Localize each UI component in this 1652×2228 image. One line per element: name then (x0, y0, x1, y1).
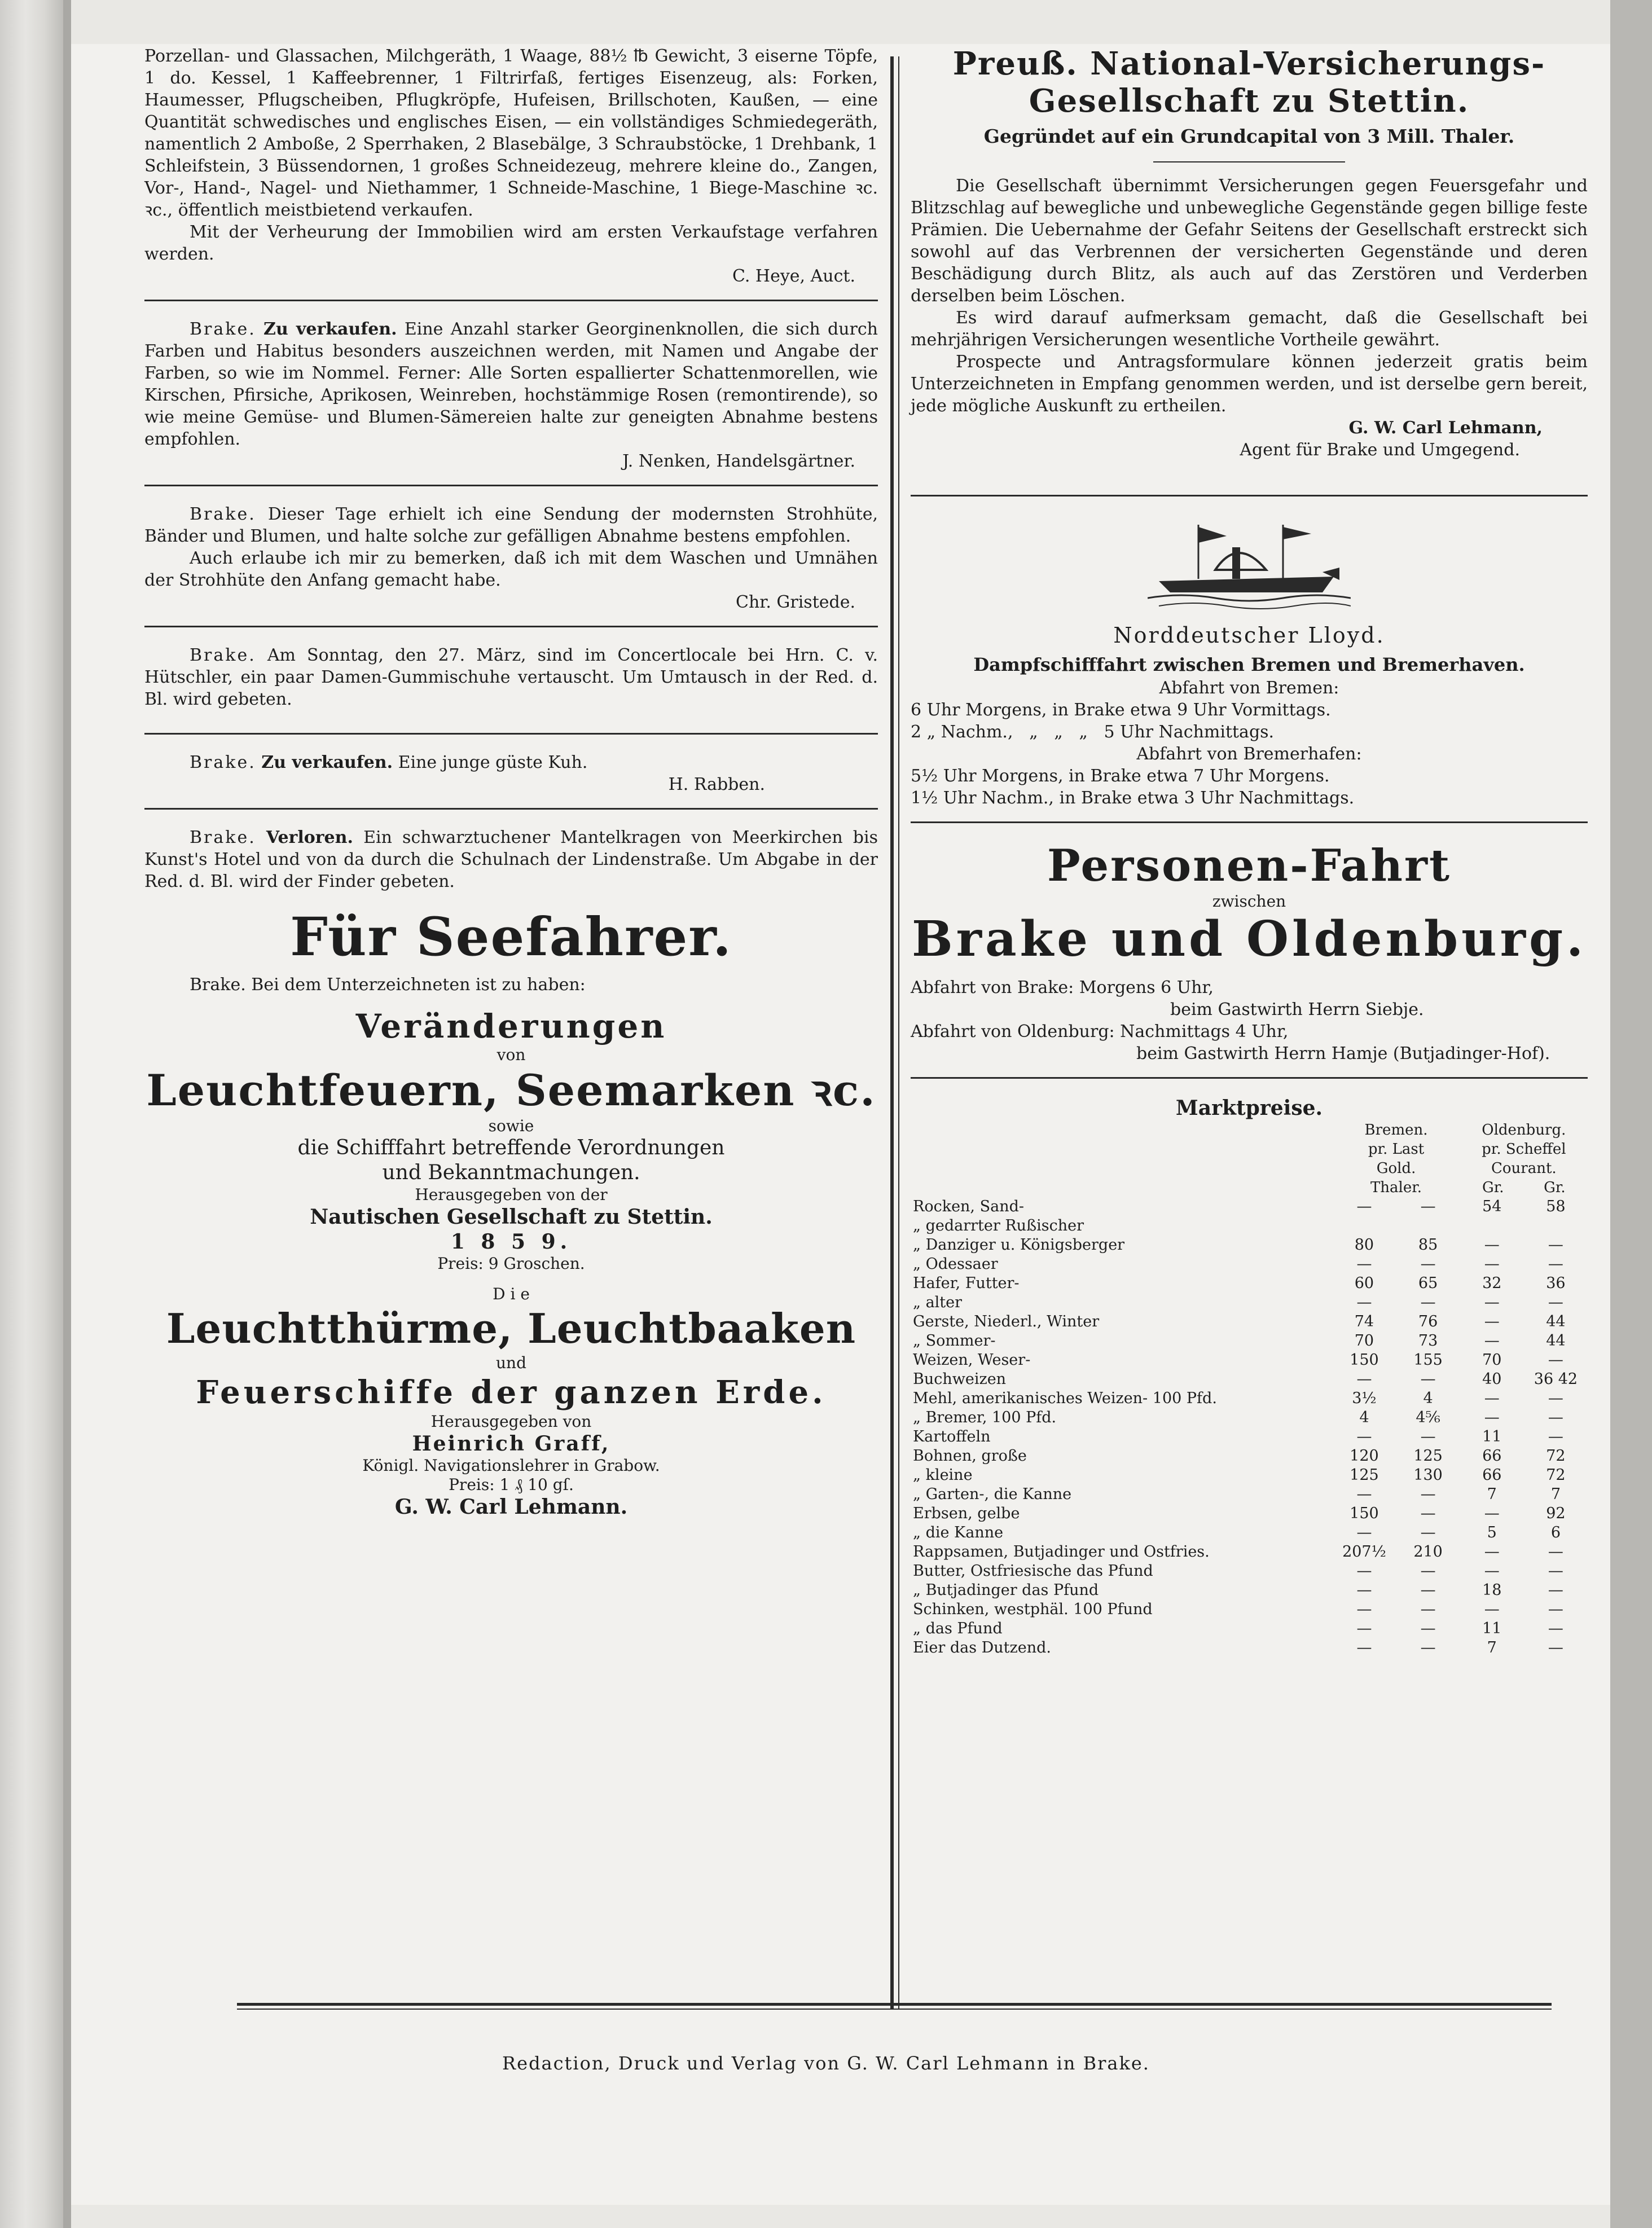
insurance-title-2: Gesellschaft zu Stettin. (1029, 82, 1470, 120)
header-gr: Gr. (1544, 1179, 1566, 1196)
insurance-signature: G. W. Carl Lehmann, (1348, 418, 1543, 438)
markt-cell-oldenburg-low: 18 (1482, 1581, 1502, 1599)
markt-title: Marktpreise. (1175, 1096, 1323, 1120)
book2-publisher-label: Herausgegeben von (430, 1412, 592, 1431)
markt-cell-bremen-low: — (1356, 1255, 1372, 1273)
markt-cell-bremen-high: 155 (1413, 1351, 1443, 1369)
column-divider-thin (898, 56, 899, 2009)
markt-cell-bremen-low: — (1356, 1639, 1372, 1656)
markt-cell-oldenburg-high: — (1548, 1581, 1563, 1599)
markt-cell-oldenburg-low: — (1484, 1294, 1500, 1311)
ad-head: Zu verkaufen. (261, 753, 393, 772)
markt-cell-oldenburg-high: 44 (1546, 1332, 1566, 1350)
ad-body: Am Sonntag, den 27. März, sind im Concertlocale bei Hrn. C. v. Hütschler, ein paar Damen-Gummischuhe vertauscht. Um Umtausch in der Red. d. Bl. wird gebeten. (144, 645, 878, 709)
auction-signature: C. Heye, Auct. (732, 266, 855, 286)
personen-dep-1-place: beim Gastwirth Herrn Siebje. (1170, 1000, 1424, 1019)
markt-cell-commodity: „ die Kanne (913, 1524, 1004, 1541)
markt-cell-oldenburg-high: — (1548, 1428, 1563, 1445)
personen-route: Brake und Oldenburg. (911, 911, 1587, 968)
separator (144, 808, 878, 810)
book1-line3: die Schifffahrt betreffende Verordnungen (297, 1136, 725, 1159)
ad-place: Brake. (190, 319, 256, 339)
markt-cell-bremen-high: — (1420, 1505, 1436, 1522)
markt-cell-bremen-low: — (1356, 1524, 1372, 1541)
markt-cell-commodity: Butter, Ostfriesische das Pfund (913, 1562, 1153, 1580)
markt-row (911, 1619, 1588, 1638)
book-binding (0, 0, 63, 2228)
ad-georginen-signature: J. Nenken, Handelsgärtner. (622, 451, 855, 471)
markt-cell-bremen-low: — (1356, 1562, 1372, 1580)
markt-cell-bremen-low: — (1356, 1294, 1372, 1311)
markt-cell-bremen-low: 70 (1354, 1332, 1374, 1350)
markt-row (911, 1274, 1588, 1293)
markt-cell-oldenburg-high: — (1548, 1639, 1563, 1656)
insurance-agent: Agent für Brake und Umgegend. (1240, 440, 1520, 460)
footer-rule (237, 2003, 1552, 2006)
ad-kuh-signature: H. Rabben. (668, 775, 765, 794)
markt-row (911, 1427, 1588, 1447)
markt-cell-oldenburg-high: 7 (1550, 1486, 1561, 1503)
markt-cell-bremen-low: 80 (1354, 1236, 1374, 1254)
separator (911, 495, 1588, 496)
left-column (144, 45, 878, 1519)
header-bremen-currency-2: Thaler. (1370, 1179, 1422, 1196)
markt-cell-oldenburg-high: — (1548, 1236, 1563, 1254)
markt-cell-oldenburg-low: 7 (1487, 1486, 1497, 1503)
markt-cell-oldenburg-low: — (1484, 1409, 1500, 1426)
markt-cell-bremen-low: 125 (1350, 1466, 1379, 1484)
ad-place: Brake. (190, 828, 256, 847)
auction-text: Porzellan- und Glassachen, Milchgeräth, 1 Waage, 88½ ℔ Gewicht, 3 eiserne Töpfe, 1 do. Kessel, 1 Kaffeebrenner, 1 Filtrirfaß, fertiges Eisenzeug, als: Forken, Haumesser, Pflugscheiben, Pflugkröpfe, Hufeisen, Brillschoten, Kaußen, — eine Quantität schwedisches und englisches Eisen, — ein vollständiges Schmiedegeräth, namentlich 2 Amboße, 2 Sperrhaken, 2 Blasebälge, 3 Schraubstöcke, 1 Drehbank, 1 Schleifstein, 3 Büssendornen, 1 großes Schneidezeug, mehrere kleine do., Zangen, Vor-, Hand-, Nagel- und Niethammer, 1 Schneide-Maschine, 1 Biege-Maschine ꝛc. ꝛc., öffentlich meistbietend verkaufen. (144, 46, 878, 220)
footer-rule-thin (237, 2009, 1552, 2010)
lloyd-line-1: 6 Uhr Morgens, in Brake etwa 9 Uhr Vormittags. (911, 700, 1331, 720)
separator (144, 485, 878, 486)
markt-cell-bremen-high: — (1420, 1601, 1436, 1618)
markt-cell-bremen-low: — (1356, 1601, 1372, 1618)
markt-cell-commodity: „ Sommer- (913, 1332, 996, 1350)
book1-von: von (497, 1045, 526, 1064)
markt-row (911, 1581, 1588, 1600)
seefahrer-intro: Brake. Bei dem Unterzeichneten ist zu haben: (190, 975, 586, 995)
markt-cell-bremen-low: 120 (1350, 1447, 1379, 1465)
book2-price: Preis: 1 ₰ 10 gſ. (449, 1475, 574, 1494)
markt-cell-commodity: „ gedarrter Rußischer (913, 1217, 1084, 1234)
markt-cell-commodity: Buchweizen (913, 1370, 1007, 1388)
markt-cell-oldenburg-high: 36 (1546, 1275, 1566, 1292)
markt-cell-commodity: Gerste, Niederl., Winter (913, 1313, 1100, 1330)
markt-cell-bremen-high: — (1420, 1581, 1436, 1599)
markt-cell-oldenburg-high: — (1548, 1543, 1563, 1561)
markt-cell-commodity: Erbsen, gelbe (913, 1505, 1020, 1522)
markt-cell-bremen-high: — (1420, 1255, 1436, 1273)
separator (911, 1077, 1588, 1079)
markt-cell-bremen-low (1332, 1216, 1396, 1236)
markt-cell-oldenburg-low: — (1484, 1390, 1500, 1407)
markt-cell-bremen-high: — (1420, 1620, 1436, 1637)
markt-cell-oldenburg-low: — (1484, 1562, 1500, 1580)
markt-cell-oldenburg-low: 7 (1487, 1639, 1497, 1656)
markt-cell-oldenburg-low: — (1484, 1255, 1500, 1273)
book1-sowie: sowie (488, 1117, 534, 1135)
markt-cell-oldenburg-low: 40 (1482, 1370, 1502, 1388)
markt-cell-commodity: Schinken, westphäl. 100 Pfund (913, 1601, 1153, 1618)
markt-row (911, 1408, 1588, 1427)
markt-cell-oldenburg-high: — (1548, 1294, 1563, 1311)
personen-title: Personen-Fahrt (1047, 840, 1452, 891)
insurance-title-1: Preuß. National-Versicherungs- (952, 45, 1546, 82)
next-page-edge (1610, 0, 1652, 2228)
markt-row (911, 1351, 1588, 1370)
ad-body: Ein schwarztuchener Mantelkragen von Meerkirchen bis Kunst's Hotel und von da durch die Schulnach der Lindenstraße. Um Abgabe in der Red. d. Bl. wird der Finder gebeten. (144, 828, 878, 891)
book1-title: Veränderungen (355, 1007, 667, 1045)
markt-cell-commodity: „ Bremer, 100 Pfd. (913, 1409, 1057, 1426)
markt-cell-oldenburg-low: 11 (1482, 1428, 1502, 1445)
markt-cell-commodity: „ Danziger u. Königsberger (913, 1236, 1125, 1254)
markt-cell-oldenburg-low: — (1484, 1543, 1500, 1561)
separator (144, 300, 878, 301)
markt-cell-oldenburg-low: 5 (1487, 1524, 1497, 1541)
markt-cell-oldenburg-low: — (1484, 1505, 1500, 1522)
ad-head: Verloren. (266, 828, 353, 847)
markt-cell-bremen-high: 73 (1418, 1332, 1438, 1350)
markt-cell-bremen-low: — (1356, 1370, 1372, 1388)
markt-cell-bremen-low: 74 (1354, 1313, 1374, 1330)
personen-zwischen: zwischen (1212, 892, 1286, 911)
book1-price: Preis: 9 Groschen. (437, 1254, 585, 1273)
markt-row (911, 1504, 1588, 1523)
ad-body: Eine junge güste Kuh. (398, 753, 588, 772)
seefahrer-signature: G. W. Carl Lehmann. (394, 1495, 628, 1519)
markt-row (911, 1466, 1588, 1485)
markt-cell-commodity: Weizen, Weser- (913, 1351, 1031, 1369)
markt-cell-commodity: Eier das Dutzend. (913, 1639, 1051, 1656)
ad-body: Dieser Tage erhielt ich eine Sendung der modernsten Strohhüte, Bänder und Blumen, und halte solche zur gefälligen Abnahme bestens empfohlen. (144, 504, 878, 546)
book2-die: D i e (493, 1285, 530, 1303)
markt-cell-oldenburg-low: — (1484, 1332, 1500, 1350)
header-bremen-currency: Gold. (1376, 1160, 1416, 1177)
imprint: Redaction, Druck und Verlag von G. W. Carl Lehmann in Brake. (502, 2053, 1150, 2074)
markt-cell-oldenburg-high: — (1548, 1351, 1563, 1369)
book2-title: Leuchtthürme, Leuchtbaaken (166, 1304, 856, 1352)
right-column (911, 45, 1588, 1658)
markt-cell-oldenburg-low: — (1484, 1236, 1500, 1254)
markt-cell-bremen-high (1396, 1216, 1460, 1236)
markt-cell-bremen-high: — (1420, 1370, 1436, 1388)
markt-row (911, 1638, 1588, 1658)
ad-verloren (144, 827, 878, 893)
markt-header-oldenburg (1460, 1120, 1588, 1197)
markt-cell-oldenburg-high: 6 (1550, 1524, 1561, 1541)
markt-cell-bremen-high: 130 (1413, 1466, 1443, 1484)
ad-strohhuete (144, 503, 878, 547)
markt-cell-commodity: Kartoffeln (913, 1428, 991, 1445)
markt-cell-bremen-low: — (1356, 1581, 1372, 1599)
markt-cell-oldenburg-low: 70 (1482, 1351, 1502, 1369)
markt-cell-commodity: „ Butjadinger das Pfund (913, 1581, 1099, 1599)
header-oldenburg: Oldenburg. (1482, 1122, 1566, 1139)
markt-cell-oldenburg-low: — (1484, 1313, 1500, 1330)
markt-rows (911, 1197, 1588, 1658)
markt-cell-oldenburg-high: — (1548, 1255, 1563, 1273)
markt-cell-bremen-high: 85 (1418, 1236, 1438, 1254)
markt-cell-commodity: Bohnen, große (913, 1447, 1027, 1465)
markt-cell-oldenburg-low: 66 (1482, 1447, 1502, 1465)
markt-cell-bremen-low: 4 (1359, 1409, 1369, 1426)
markt-cell-bremen-high: — (1420, 1639, 1436, 1656)
lloyd-subtitle: Dampfschifffahrt zwischen Bremen und Bremerhaven. (973, 654, 1525, 675)
markt-cell-commodity: Mehl, amerikanisches Weizen- 100 Pfd. (913, 1390, 1217, 1407)
book2-title-2: Feuerschiffe der ganzen Erde. (196, 1374, 827, 1411)
auction-text-2: Mit der Verheurung der Immobilien wird am ersten Verkaufstage verfahren werden. (144, 222, 878, 264)
markt-cell-oldenburg-high: 72 (1546, 1447, 1566, 1465)
markt-cell-bremen-low: — (1356, 1198, 1372, 1215)
markt-cell-oldenburg-low: — (1484, 1601, 1500, 1618)
insurance-p3: Prospecte und Antragsformulare können jederzeit gratis beim Unterzeichneten in Empfang genommen werden, und ist derselbe gern bereit, jede mögliche Auskunft zu ertheilen. (911, 352, 1588, 416)
header-oldenburg-unit: pr. Scheffel (1482, 1141, 1566, 1158)
separator (144, 626, 878, 627)
markt-cell-oldenburg-high: — (1548, 1562, 1563, 1580)
markt-cell-oldenburg-high (1524, 1216, 1588, 1236)
markt-header-row (911, 1120, 1588, 1197)
book1-publisher-label: Herausgegeben von der (415, 1185, 608, 1204)
lloyd-departure-bremen: Abfahrt von Bremen: (1159, 678, 1339, 698)
short-separator (1153, 161, 1345, 162)
ad-kuh (144, 752, 878, 774)
header-oldenburg-currency: Courant. (1491, 1160, 1557, 1177)
markt-cell-oldenburg-high: 36 42 (1534, 1370, 1578, 1388)
ad-place: Brake. (190, 645, 256, 665)
markt-cell-oldenburg-low: 32 (1482, 1275, 1502, 1292)
lloyd-departure-bremerhafen: Abfahrt von Bremerhafen: (1136, 744, 1362, 764)
markt-cell-bremen-high: — (1420, 1562, 1436, 1580)
ad-place: Brake. (190, 753, 256, 772)
insurance-subtitle: Gegründet auf ein Grundcapital von 3 Mill. Thaler. (983, 125, 1515, 147)
insurance-p1: Die Gesellschaft übernimmt Versicherungen gegen Feuersgefahr und Blitzschlag auf bewegliche und unbewegliche Gegenstände gegen billige feste Prämien. Die Uebernahme der Gefahr Seitens der Gesellschaft erstreckt sich sowohl auf das Verbrennen der versicherten Gegenstände und deren Beschädigung durch Blitz, als auch auf das Zerstören und Verderben derselben beim Löschen. (911, 176, 1588, 306)
book2-author-title: Königl. Navigationslehrer in Grabow. (362, 1456, 660, 1475)
book1-year: 1 8 5 9. (450, 1230, 572, 1254)
markt-row (911, 1562, 1588, 1581)
markt-cell-bremen-high: — (1420, 1524, 1436, 1541)
markt-cell-bremen-high: 210 (1413, 1543, 1443, 1561)
markt-cell-bremen-low: — (1356, 1428, 1372, 1445)
ad-georginen (144, 318, 878, 450)
markt-cell-oldenburg-low: 54 (1482, 1198, 1502, 1215)
markt-cell-commodity: Rappsamen, Butjadinger und Ostfries. (913, 1543, 1210, 1561)
column-divider (890, 56, 894, 2009)
markt-cell-bremen-low: 150 (1350, 1505, 1379, 1522)
markt-cell-oldenburg-high: 58 (1546, 1198, 1566, 1215)
markt-cell-oldenburg-high: — (1548, 1620, 1563, 1637)
lloyd-line-4: 1½ Uhr Nachm., in Brake etwa 3 Uhr Nachmittags. (911, 788, 1355, 808)
book1-subject: Leuchtfeuern, Seemarken ꝛc. (146, 1065, 876, 1115)
header-bremen: Bremen. (1364, 1122, 1428, 1139)
markt-cell-oldenburg-low: 11 (1482, 1620, 1502, 1637)
markt-row (911, 1600, 1588, 1619)
markt-cell-bremen-low: 150 (1350, 1351, 1379, 1369)
markt-cell-oldenburg-high: 92 (1546, 1505, 1566, 1522)
header-bremen-unit: pr. Last (1368, 1141, 1425, 1158)
ad-place: Brake. (190, 504, 256, 524)
markt-cell-oldenburg-high: — (1548, 1601, 1563, 1618)
seefahrer-title: Für Seefahrer. (290, 906, 732, 968)
markt-cell-bremen-high: — (1420, 1198, 1436, 1215)
markt-row (911, 1197, 1588, 1216)
markt-cell-oldenburg-high: — (1548, 1409, 1563, 1426)
markt-row (911, 1485, 1588, 1504)
markt-row (911, 1370, 1588, 1389)
markt-row (911, 1331, 1588, 1351)
markt-cell-commodity: Rocken, Sand- (913, 1198, 1024, 1215)
markt-row (911, 1255, 1588, 1274)
markt-cell-oldenburg-low: 66 (1482, 1466, 1502, 1484)
binding-edge (63, 0, 71, 2228)
ad-strohhuete-2: Auch erlaube ich mir zu bemerken, daß ich mit dem Waschen und Umnähen der Strohhüte den Anfang gemacht habe. (144, 548, 878, 590)
markt-cell-bremen-high: — (1420, 1486, 1436, 1503)
markt-row (911, 1523, 1588, 1543)
markt-cell-commodity: „ kleine (913, 1466, 973, 1484)
markt-cell-bremen-low: 207½ (1342, 1543, 1386, 1561)
markt-cell-bremen-high: 76 (1418, 1313, 1438, 1330)
markt-cell-bremen-high: 4 (1423, 1390, 1433, 1407)
separator (911, 821, 1588, 823)
markt-table (911, 1120, 1588, 1658)
lloyd-line-3: 5½ Uhr Morgens, in Brake etwa 7 Uhr Morgens. (911, 766, 1330, 786)
book2-author: Heinrich Graff, (412, 1432, 610, 1456)
markt-cell-oldenburg-high: — (1548, 1390, 1563, 1407)
ad-gummischuhe (144, 644, 878, 710)
markt-cell-commodity: „ Odessaer (913, 1255, 998, 1273)
insurance-p2: Es wird darauf aufmerksam gemacht, daß die Gesellschaft bei mehrjährigen Versicherungen wesentliche Vortheile gewährt. (911, 308, 1588, 350)
markt-cell-bremen-low: — (1356, 1620, 1372, 1637)
markt-cell-bremen-high: — (1420, 1294, 1436, 1311)
personen-dep-2: Abfahrt von Oldenburg: Nachmittags 4 Uhr, (911, 1022, 1289, 1042)
markt-header-bremen (1332, 1120, 1460, 1197)
book1-line4: und Bekanntmachungen. (382, 1161, 640, 1184)
lloyd-name: Norddeutscher Lloyd. (1113, 623, 1385, 648)
markt-cell-bremen-high: — (1420, 1428, 1436, 1445)
book1-publisher: Nautischen Gesellschaft zu Stettin. (310, 1205, 713, 1229)
ad-body: Eine Anzahl starker Georginenknollen, die sich durch Farben und Habitus besonders auszeichnen werden, mit Namen und Angabe der Farben, so wie im Nommel. Ferner: Alle Sorten espallierter Schattenmorellen, wie Kirschen, Pfirsiche, Aprikosen, Weinreben, hochstämmige Rosen (remontirende), so wie meine Gemüse- und Blumen-Sämereien halte zur geneigten Abnahme bestens empfohlen. (144, 319, 878, 449)
markt-cell-bremen-high: 125 (1413, 1447, 1443, 1465)
markt-row (911, 1216, 1588, 1236)
personen-dep-2-place: beim Gastwirth Herrn Hamje (Butjadinger-Hof). (1136, 1044, 1550, 1064)
steamship-icon (1148, 513, 1351, 615)
markt-cell-oldenburg-low (1460, 1216, 1524, 1236)
markt-cell-commodity: „ Garten-, die Kanne (913, 1486, 1072, 1503)
markt-row (911, 1293, 1588, 1312)
markt-cell-bremen-high: 65 (1418, 1275, 1438, 1292)
lloyd-line-2: 2 „ Nachm., „ „ „ 5 Uhr Nachmittags. (911, 722, 1275, 742)
markt-row (911, 1389, 1588, 1408)
personen-dep-1: Abfahrt von Brake: Morgens 6 Uhr, (911, 978, 1214, 997)
header-gr: Gr. (1482, 1179, 1504, 1196)
markt-row (911, 1543, 1588, 1562)
markt-cell-oldenburg-high: 72 (1546, 1466, 1566, 1484)
separator (144, 733, 878, 735)
markt-cell-commodity: „ alter (913, 1294, 963, 1311)
book2-und: und (496, 1354, 526, 1372)
markt-row (911, 1236, 1588, 1255)
ad-strohhuete-signature: Chr. Gristede. (736, 592, 855, 612)
ad-head: Zu verkaufen. (263, 319, 397, 339)
markt-cell-bremen-low: — (1356, 1486, 1372, 1503)
markt-row (911, 1312, 1588, 1331)
markt-cell-bremen-high: 4⅚ (1416, 1409, 1440, 1426)
markt-row (911, 1447, 1588, 1466)
markt-cell-commodity: Hafer, Futter- (913, 1275, 1020, 1292)
markt-cell-commodity: „ das Pfund (913, 1620, 1003, 1637)
markt-cell-bremen-low: 60 (1354, 1275, 1374, 1292)
markt-cell-bremen-low: 3½ (1352, 1390, 1377, 1407)
markt-cell-oldenburg-high: 44 (1546, 1313, 1566, 1330)
